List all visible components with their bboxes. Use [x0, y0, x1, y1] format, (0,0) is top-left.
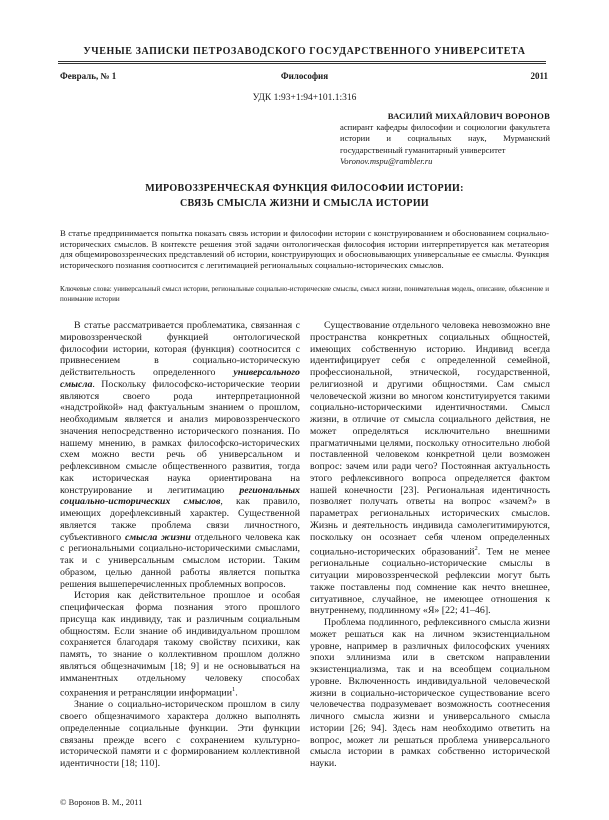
text-run: , как правило, имеющих дорефлексивный характер. Существенной является также проблема связи личностного, субъективного: [60, 496, 300, 543]
text-run: В статье рассматривается проблематика, связанная с мировоззренческой функцией онтологической философии истории, которая (функция) соотносится с привнесением в социально-историческую действительность определенного: [60, 320, 300, 378]
right-paragraph-2: Проблема подлинного, рефлексивного смысла жизни может решаться как на личном экзистенциальном уровне, например в различных философских учениях эпохи эллинизма или в светском направлении экзистенциализма, так и на всеобщем социальном уровне. Включенность индивидуальной человеческой жизни в социально-историческое существование всего человечества подразумевает возможность соотнесения личного смысла жизни и универсального смысла истории [26; 94]. Здесь нам необходимо ответить на вопрос, может ли решаться проблема универсального смысла истории в рамках собственно исторической науки.: [310, 617, 550, 770]
author-block: [340, 111, 550, 167]
header-rule-bottom: [58, 63, 546, 64]
left-paragraph-3: Знание о социально-историческом прошлом в силу своего общезначимого характера должно выполнять определенные социальные функции. Эти функции связаны прежде всего с сохранением культурно-исторической памяти и с формированием коллективной идентичности [18; 110].: [60, 699, 300, 770]
keywords: Ключевые слова: универсальный смысл истории, региональные социально-исторические смыслы, смысл жизни, понимательная модель, описание, объяснение и понимание истории: [60, 285, 549, 303]
abstract: В статье предпринимается попытка показать связь истории и философии истории с конструированием и обоснованием социально-исторических смыслов. В контексте решения этой задачи онтологическая философия истории интерпретируется как метатеория для общемировоззренческих представлений об истории, конструирующих и обосновывающих универсальные ее смыслы. Функция исторического познания соотносится с легитимацией региональных социально-исторических смыслов.: [60, 228, 549, 270]
author-name: ВАСИЛИЙ МИХАЙЛОВИЧ ВОРОНОВ: [387, 111, 550, 121]
section-label: Философия: [280, 71, 329, 81]
article-title-line-2: СВЯЗЬ СМЫСЛА ЖИЗНИ И СМЫСЛА ИСТОРИИ: [179, 198, 429, 209]
author-affiliation: аспирант кафедры философии и социологии факультета истории и социальных наук, Мурманский государственный гуманитарный университет: [340, 122, 550, 155]
text-run: отдельного человека как с региональными социально-историческими смыслами, так и с универсальным смыслом истории. Таким образом, целью данной работы является попытка решения вышеперечисленных проблемных вопросов.: [60, 531, 300, 590]
article-title-line-1: МИРОВОЗЗРЕНЧЕСКАЯ ФУНКЦИЯ ФИЛОСОФИИ ИСТОРИИ:: [145, 183, 464, 194]
left-paragraph-1: [60, 320, 300, 590]
emphasis-meaning-of-life: смысла жизни: [124, 531, 191, 543]
text-run: . Поскольку философско-исторические теории являются своего рода интерпретационной «надстройкой» над фактуальным знанием о прошлом, необходимым является и анализ мировоззренческого значения непосредственно исторического познания. По нашему мнению, в рамках философско-исторических схем можно вести речь об универсальном и рефлексивном смысле общественного развития, тогда как историческая наука ориентирована на конструирование и легитимацию: [60, 378, 300, 496]
body-column-left: [60, 320, 300, 770]
footnote-ref-2[interactable]: 2: [474, 545, 478, 553]
copyright: © Воронов В. М., 2011: [60, 797, 143, 807]
body-column-right: [310, 320, 550, 770]
year-label: 2011: [530, 71, 548, 81]
author-email[interactable]: Voronov.mspu@rambler.ru: [340, 155, 433, 166]
emphasis-universal-meaning: универсального смысла: [60, 367, 300, 390]
right-paragraph-1: [310, 320, 550, 617]
text-run: . Тем не менее региональные социально-исторические смыслы в ситуации мировоззренческой рефлексии могут быть также поставлены под сомнение как нечто внешнее, ситуативное, случайное, не имеющее отношения к внутреннему, подлинному «Я» [22; 41–46].: [310, 546, 551, 617]
footnote-ref-1[interactable]: 1: [231, 686, 236, 694]
article-title: [60, 181, 549, 211]
header-rule-top: [58, 61, 546, 62]
left-paragraph-2: [60, 590, 300, 699]
issue-label: Февраль, № 1: [60, 71, 117, 81]
text-run: .: [235, 687, 238, 699]
text-run: История как действительное прошлое и особая специфическая форма познания этого прошлого присуща как индивиду, так и различным социальным общностям. Если знание об индивидуальном прошлом сохраняется благодаря такому свойству психики, как память, то знание о коллективном прошлом должно являться общезначимым [18; 9] и не основываться на имманентных отдельному человеку способах сохранения и ретрансляции информации: [60, 590, 300, 699]
emphasis-regional-meanings: региональных социально-исторических смыслов: [60, 484, 300, 508]
journal-title: УЧЕНЫЕ ЗАПИСКИ ПЕТРОЗАВОДСКОГО ГОСУДАРСТВЕННОГО УНИВЕРСИТЕТА: [83, 46, 526, 57]
udk-code: УДК 1:93+1:94+101.1:316: [252, 93, 357, 103]
text-run: Существование отдельного человека невозможно вне пространства конкретных социальных общностей, имеющих собственную историю. Индивид всегда идентифицирует себя с определенной семейной, профессиональной, этнической, государственной, религиозной и другими общностями. Сам смысл человеческой жизни во многом конституируется такими социально-историческими идентичностями. Смысл жизни, в отличие от смысла социального действия, не может определяться исключительно внешними прагматичными целями, поскольку относительно любой поставленной человеком конкретной цели возможен вопрос: зачем или ради чего? Постоянная актуальность этого рефлексивного вопроса определяется фактом нашей конечности [23]. Региональная идентичность позволяет получать ответы на вопрос «зачем?» в параметрах региональных исторических смыслов. Жизнь и деятельность индивида самолегитимируются, поскольку он осознает себя членом определенных социально-исторических образований: [310, 320, 550, 558]
